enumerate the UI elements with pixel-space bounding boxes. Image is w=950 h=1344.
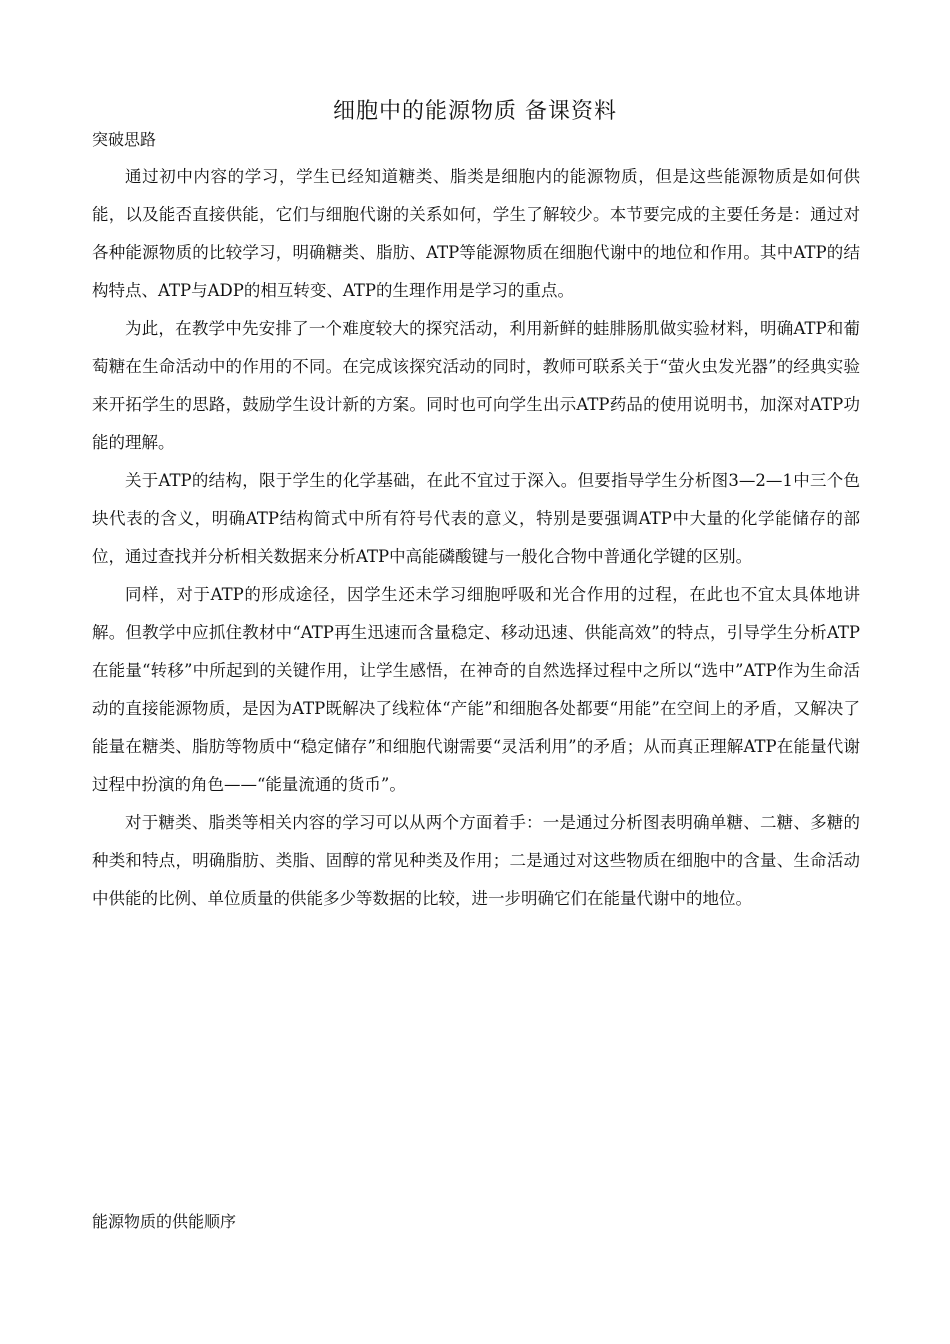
paragraph-2: 为此，在教学中先安排了一个难度较大的探究活动，利用新鲜的蛙腓肠肌做实验材料，明确ATP和葡萄糖在生命活动中的作用的不同。在完成该探究活动的同时，教师可联系关于“萤火虫发光器”的经典实验来开拓学生的思路，鼓励学生设计新的方案。同时也可向学生出示ATP药品的使用说明书，加深对ATP功能的理解。 (92, 319, 860, 452)
document-title: 细胞中的能源物质 备课资料 (333, 99, 617, 124)
paragraph-3: 关于ATP的结构，限于学生的化学基础，在此不宜过于深入。但要指导学生分析图3—2—1中三个色块代表的含义，明确ATP结构简式中所有符号代表的意义，特别是要强调ATP中大量的化学能储存的部位，通过查找并分析相关数据来分析ATP中高能磷酸键与一般化合物中普通化学键的区别。 (92, 471, 860, 566)
section-heading-breakthrough: 突破思路 (92, 130, 157, 149)
document-body (92, 158, 860, 918)
paragraph-4: 同样，对于ATP的形成途径，因学生还未学习细胞呼吸和光合作用的过程，在此也不宜太具体地讲解。但教学中应抓住教材中“ATP再生迅速而含量稳定、移动迅速、供能高效”的特点，引导学生分析ATP在能量“转移”中所起到的关键作用，让学生感悟，在神奇的自然选择过程中之所以“选中”ATP作为生命活动的直接能源物质，是因为ATP既解决了线粒体“产能”和细胞各处都要“用能”在空间上的矛盾，又解决了能量在糖类、脂肪等物质中“稳定储存”和细胞代谢需要“灵活利用”的矛盾；从而真正理解ATP在能量代谢过程中扮演的角色——“能量流通的货币”。 (92, 585, 860, 794)
paragraph-5: 对于糖类、脂类等相关内容的学习可以从两个方面着手：一是通过分析图表明确单糖、二糖、多糖的种类和特点，明确脂肪、类脂、固醇的常见种类及作用；二是通过对这些物质在细胞中的含量、生命活动中供能的比例、单位质量的供能多少等数据的比较，进一步明确它们在能量代谢中的地位。 (92, 813, 860, 908)
section-heading-supply-order: 能源物质的供能顺序 (92, 1212, 237, 1231)
paragraph-1: 通过初中内容的学习，学生已经知道糖类、脂类是细胞内的能源物质，但是这些能源物质是如何供能，以及能否直接供能，它们与细胞代谢的关系如何，学生了解较少。本节要完成的主要任务是：通过对各种能源物质的比较学习，明确糖类、脂肪、ATP等能源物质在细胞代谢中的地位和作用。其中ATP的结构特点、ATP与ADP的相互转变、ATP的生理作用是学习的重点。 (92, 167, 860, 300)
